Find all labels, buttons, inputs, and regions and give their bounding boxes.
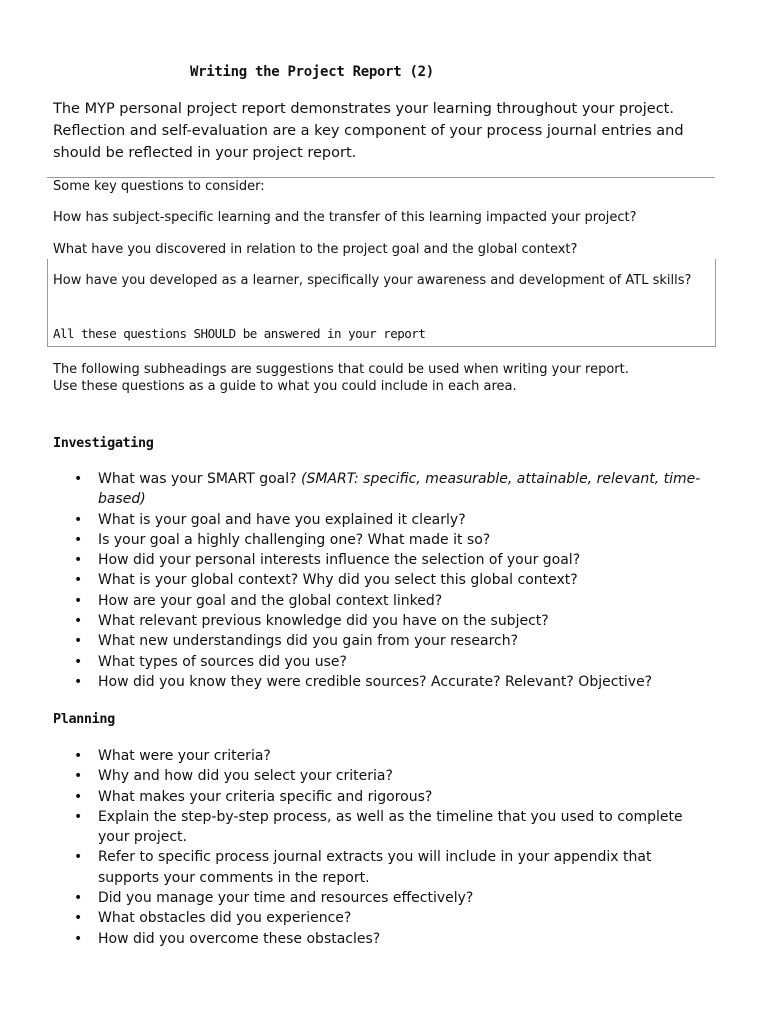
list-item: • How did you know they were credible sources? Accurate? Relevant? Objective? bbox=[53, 672, 713, 692]
key-questions-box bbox=[47, 259, 716, 347]
list-item: • What is your global context? Why did you select this global context? bbox=[53, 570, 713, 590]
list-item bbox=[53, 469, 713, 510]
key-question-2: What have you discovered in relation to the project goal and the global context? bbox=[53, 242, 578, 257]
list-item: • How did your personal interests influence the selection of your goal? bbox=[53, 550, 713, 570]
key-question-3: How have you developed as a learner, specifically your awareness and development of ATL skills? bbox=[53, 273, 692, 288]
list-item: • What were your criteria? bbox=[53, 746, 713, 766]
subheadings-intro bbox=[53, 361, 733, 395]
list-item: • What new understandings did you gain from your research? bbox=[53, 631, 713, 651]
list-item: • What is your goal and have you explained it clearly? bbox=[53, 510, 713, 530]
smart-question: What was your SMART goal? bbox=[98, 471, 297, 487]
subheadings-intro-line-2: Use these questions as a guide to what you could include in each area. bbox=[53, 379, 517, 394]
key-questions-heading: Some key questions to consider: bbox=[53, 179, 265, 194]
intro-line-2: Reflection and self-evaluation are a key component of your process journal entries and should be reflected in your project report. bbox=[53, 123, 684, 161]
intro-paragraph bbox=[53, 98, 733, 164]
planning-heading: Planning bbox=[53, 711, 115, 727]
list-item: • What obstacles did you experience? bbox=[53, 908, 713, 928]
list-item: • Refer to specific process journal extracts you will include in your appendix that supports your comments in the report. bbox=[53, 847, 713, 888]
key-question-1: How has subject-specific learning and the transfer of this learning impacted your project? bbox=[53, 210, 637, 225]
list-item: • What makes your criteria specific and rigorous? bbox=[53, 787, 713, 807]
list-item: • Did you manage your time and resources effectively? bbox=[53, 888, 713, 908]
smart-detail: (SMART: specific, measurable, attainable, relevant, time-based) bbox=[98, 471, 701, 508]
list-item: • What relevant previous knowledge did you have on the subject? bbox=[53, 611, 713, 631]
intro-line-1: The MYP personal project report demonstrates your learning throughout your project. bbox=[53, 101, 674, 117]
list-item: • How did you overcome these obstacles? bbox=[53, 929, 713, 949]
subheadings-intro-line-1: The following subheadings are suggestions that could be used when writing your report. bbox=[53, 362, 629, 377]
list-item: • Is your goal a highly challenging one? What made it so? bbox=[53, 530, 713, 550]
planning-list bbox=[53, 746, 713, 949]
list-item: • How are your goal and the global context linked? bbox=[53, 591, 713, 611]
investigating-list bbox=[53, 469, 713, 692]
key-questions-note: All these questions SHOULD be answered in your report bbox=[53, 326, 426, 341]
list-item: • Why and how did you select your criteria? bbox=[53, 766, 713, 786]
investigating-heading: Investigating bbox=[53, 435, 154, 451]
document-title: Writing the Project Report (2) bbox=[190, 64, 434, 80]
list-item: • What types of sources did you use? bbox=[53, 652, 713, 672]
list-item: • Explain the step-by-step process, as well as the timeline that you used to complete your project. bbox=[53, 807, 713, 848]
